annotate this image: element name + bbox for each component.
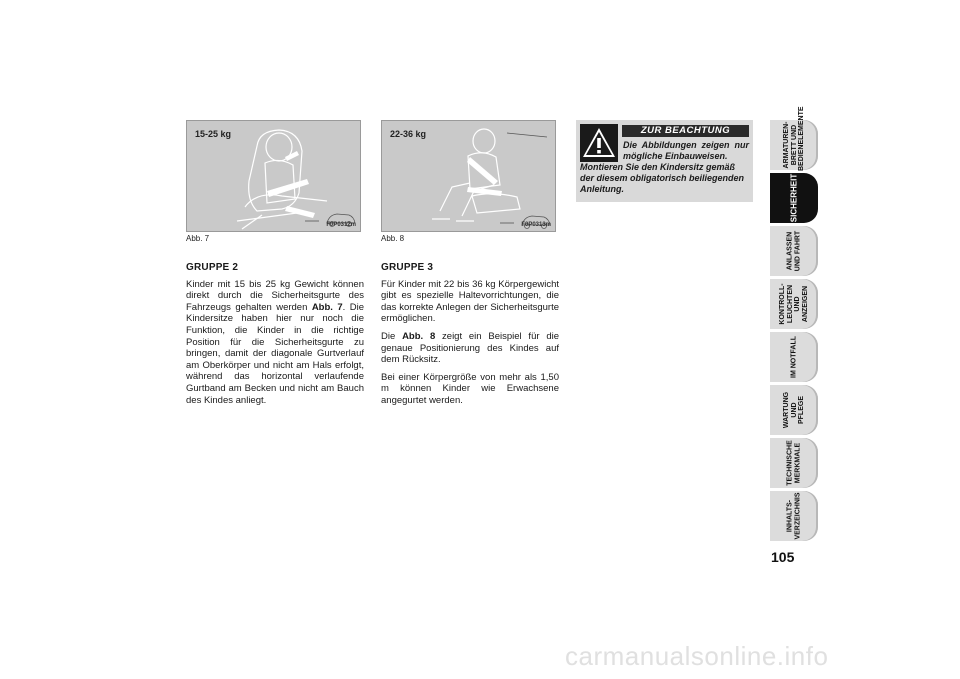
figure-code: F0P0313m	[521, 222, 551, 228]
page-number: 105	[771, 549, 795, 565]
tab-label: TECHNISCHE MERKMALE	[786, 440, 801, 486]
tab-inhaltsverzeichnis[interactable]	[770, 491, 818, 541]
paragraph	[381, 331, 559, 366]
text-run: Die	[381, 330, 403, 342]
warning-title: ZUR BEACHTUNG	[622, 125, 749, 137]
figure-caption: Abb. 7	[186, 234, 210, 243]
paragraph: Für Kinder mit 22 bis 36 kg Körpergewicht gibt es spezielle Haltevorrichtungen, die das korrekte Anlegen der Sicherheitsgurte ermöglichen.	[381, 278, 559, 325]
tab-wartung[interactable]	[770, 385, 818, 435]
weight-range-label: 22-36 kg	[390, 129, 427, 139]
tab-label: SICHERHEIT	[789, 173, 799, 223]
tab-label: INHALTS- VERZEICHNIS	[786, 492, 801, 540]
figure-caption: Abb. 8	[381, 234, 405, 243]
tab-label: ARMATUREN- BRETT UND BEDIENELEMENTE	[782, 106, 805, 171]
tab-label: WARTUNG UND PFLEGE	[782, 391, 805, 429]
figure-abb-8	[381, 120, 556, 232]
tab-kontrollleuchten[interactable]	[770, 279, 818, 329]
figure-code: F0P0312m	[326, 222, 356, 228]
section-heading: GRUPPE 2	[186, 262, 239, 273]
tab-label: KONTROLL- LEUCHTEN UND ANZEIGEN	[779, 283, 809, 325]
tab-technische-merkmale[interactable]	[770, 438, 818, 488]
tab-label: ANLASSEN UND FAHRT	[786, 230, 801, 272]
tab-im-notfall[interactable]	[770, 332, 818, 382]
group-3-section	[381, 262, 559, 413]
tab-anlassen[interactable]	[770, 226, 818, 276]
figure-abb-7	[186, 120, 361, 232]
warning-icon	[580, 124, 618, 162]
figure-reference: Abb. 8	[402, 330, 436, 342]
paragraph	[186, 279, 364, 407]
group-2-section	[186, 262, 364, 412]
text-run: zeigt ein Beispiel für die genaue Positionierung des Kindes auf dem Rücksitz.	[381, 330, 559, 366]
paragraph: Bei einer Körpergröße von mehr als 1,50 m können Kinder wie Erwachsene angegurtet werden.	[381, 371, 559, 406]
warning-box	[576, 120, 753, 202]
tab-label: IM NOTFALL	[790, 336, 798, 378]
watermark: carmanualsonline.info	[565, 641, 829, 671]
text-run: . Die Kindersitze haben hier nur noch die Funktion, die Kinder in die richtige Position für die Sicherheitsgurte zu bringen, damit der diagonale Gurtverlauf am Oberkörper und nicht am Hals erfolgt, während das horizontal verlaufende Gurtband am Becken und nicht am Bauch des Kindes anliegt.	[186, 301, 364, 406]
tab-sicherheit[interactable]	[770, 173, 818, 223]
weight-range-label: 15-25 kg	[195, 129, 232, 139]
section-heading: GRUPPE 3	[381, 262, 434, 273]
warning-text: Montieren Sie den Kindersitz gemäß der diesem obligatorisch beiliegenden Anleitung.	[580, 162, 745, 194]
text-run: Kinder mit 15 bis 25 kg Gewicht können direkt durch die Sicherheitsgurte des Fahrzeugs gehalten werden	[186, 278, 364, 313]
warning-text: Die Abbildungen zeigen nur mögliche Einbauweisen.	[623, 140, 749, 161]
tab-armaturenbrett[interactable]	[770, 106, 818, 171]
figure-reference: Abb. 7	[311, 301, 343, 313]
